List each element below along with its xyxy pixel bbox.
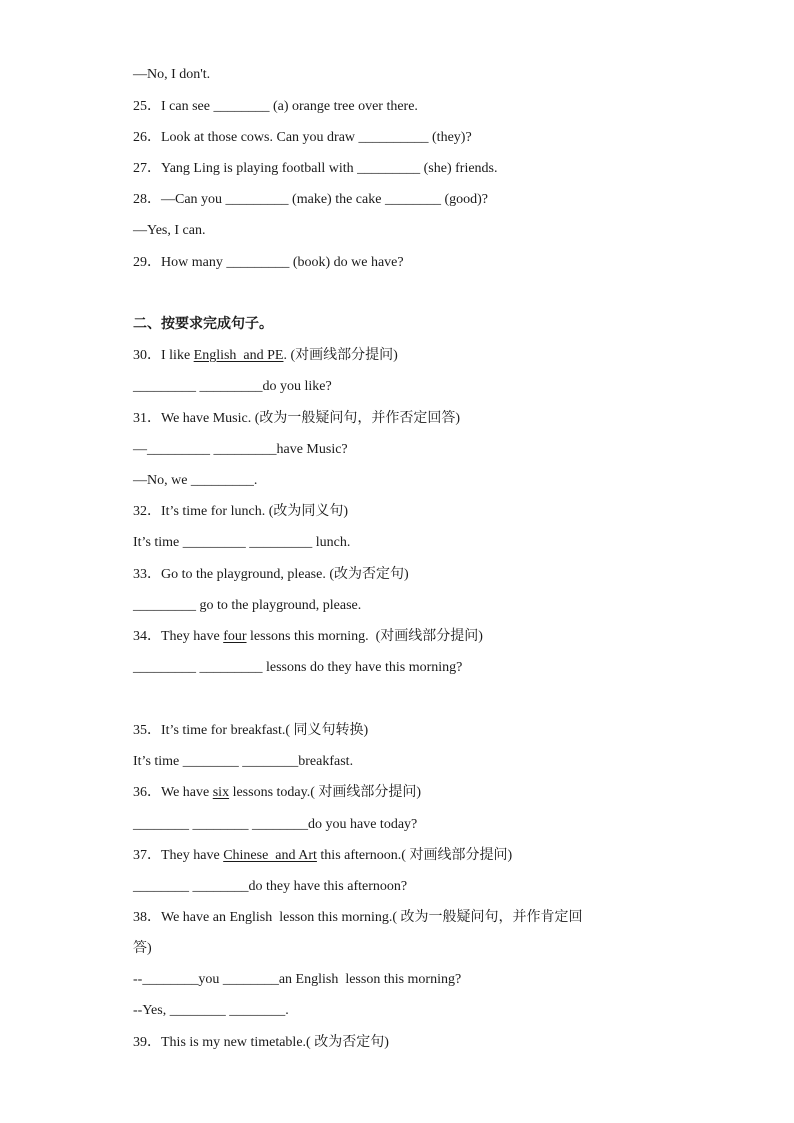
underlined-phrase: English and PE: [193, 348, 284, 363]
line-text: . (对画线部分提问): [283, 348, 398, 363]
line-text: _________ _________do you like?: [133, 379, 332, 394]
line-text: It’s time _________ _________ lunch.: [133, 535, 351, 550]
exercise-line: [133, 1034, 389, 1052]
line-text: 29．How many _________ (book) do we have?: [133, 255, 404, 270]
exercise-line: [133, 1002, 289, 1020]
exercise-line: [133, 722, 368, 740]
exercise-line: [133, 160, 498, 178]
exercise-line: [133, 753, 353, 771]
line-text: --________you ________an English lesson this morning?: [133, 972, 462, 987]
line-text: 答): [133, 941, 152, 956]
line-text: 35．It’s time for breakfast.( 同义句转换): [133, 723, 369, 738]
line-text: 25．I can see ________ (a) orange tree over there.: [133, 99, 418, 114]
line-text: —Yes, I can.: [133, 223, 206, 238]
line-text: 30．I like: [133, 348, 194, 363]
line-text: _________ go to the playground, please.: [133, 598, 362, 613]
line-text: 26．Look at those cows. Can you draw __________ (they)?: [133, 130, 472, 145]
exercise-line: [133, 566, 409, 584]
exercise-line: [133, 816, 417, 834]
line-text: 二、按要求完成句子。: [133, 317, 273, 332]
exercise-line: [133, 410, 460, 428]
line-text: —_________ _________have Music?: [133, 442, 348, 457]
line-text: lessons today.( 对画线部分提问): [229, 785, 422, 800]
exercise-line: [133, 847, 512, 865]
exercise-line: [133, 472, 257, 490]
underlined-phrase: six: [212, 785, 230, 800]
line-text: 34．They have: [133, 629, 224, 644]
exercise-line: [133, 191, 488, 209]
line-text: --Yes, ________ ________.: [133, 1003, 289, 1018]
exercise-line: [133, 222, 205, 240]
line-text: ________ ________ ________do you have today?: [133, 817, 418, 832]
exercise-line: [133, 940, 152, 958]
line-text: 38．We have an English lesson this morning.( 改为一般疑问句，并作肯定回: [133, 910, 583, 925]
line-text: lessons this morning. (对画线部分提问): [246, 629, 483, 644]
exercise-line: [133, 909, 583, 927]
line-text: 36．We have: [133, 785, 213, 800]
exercise-line: [133, 971, 461, 989]
exercise-line: [133, 347, 398, 365]
line-text: 28．—Can you _________ (make) the cake ________ (good)?: [133, 192, 488, 207]
exercise-line: [133, 98, 418, 116]
line-text: 32．It’s time for lunch. (改为同义句): [133, 504, 349, 519]
line-text: ________ ________do they have this afternoon?: [133, 879, 408, 894]
line-text: _________ _________ lessons do they have this morning?: [133, 660, 463, 675]
exercise-line: [133, 659, 462, 677]
exercise-line: [133, 503, 348, 521]
line-text: —No, we _________.: [133, 473, 258, 488]
line-text: 31．We have Music. (改为一般疑问句，并作否定回答): [133, 411, 461, 426]
exercise-line: [133, 129, 472, 147]
line-text: 27．Yang Ling is playing football with _________ (she) friends.: [133, 161, 498, 176]
exercise-line: [133, 878, 407, 896]
line-text: 39．This is my new timetable.( 改为否定句): [133, 1035, 389, 1050]
underlined-phrase: Chinese and Art: [223, 848, 317, 863]
line-text: 33．Go to the playground, please. (改为否定句): [133, 567, 409, 582]
exercise-line: [133, 378, 332, 396]
exercise-line: [133, 254, 404, 272]
line-text: —No, I don't.: [133, 67, 211, 82]
section-heading: [133, 316, 273, 334]
line-text: It’s time ________ ________breakfast.: [133, 754, 354, 769]
exercise-line: [133, 66, 210, 84]
exercise-line: [133, 784, 421, 802]
underlined-phrase: four: [223, 629, 247, 644]
exercise-line: [133, 534, 350, 552]
line-text: this afternoon.( 对画线部分提问): [316, 848, 513, 863]
line-text: 37．They have: [133, 848, 224, 863]
exercise-line: [133, 628, 483, 646]
exercise-line: [133, 441, 348, 459]
exercise-line: [133, 597, 361, 615]
